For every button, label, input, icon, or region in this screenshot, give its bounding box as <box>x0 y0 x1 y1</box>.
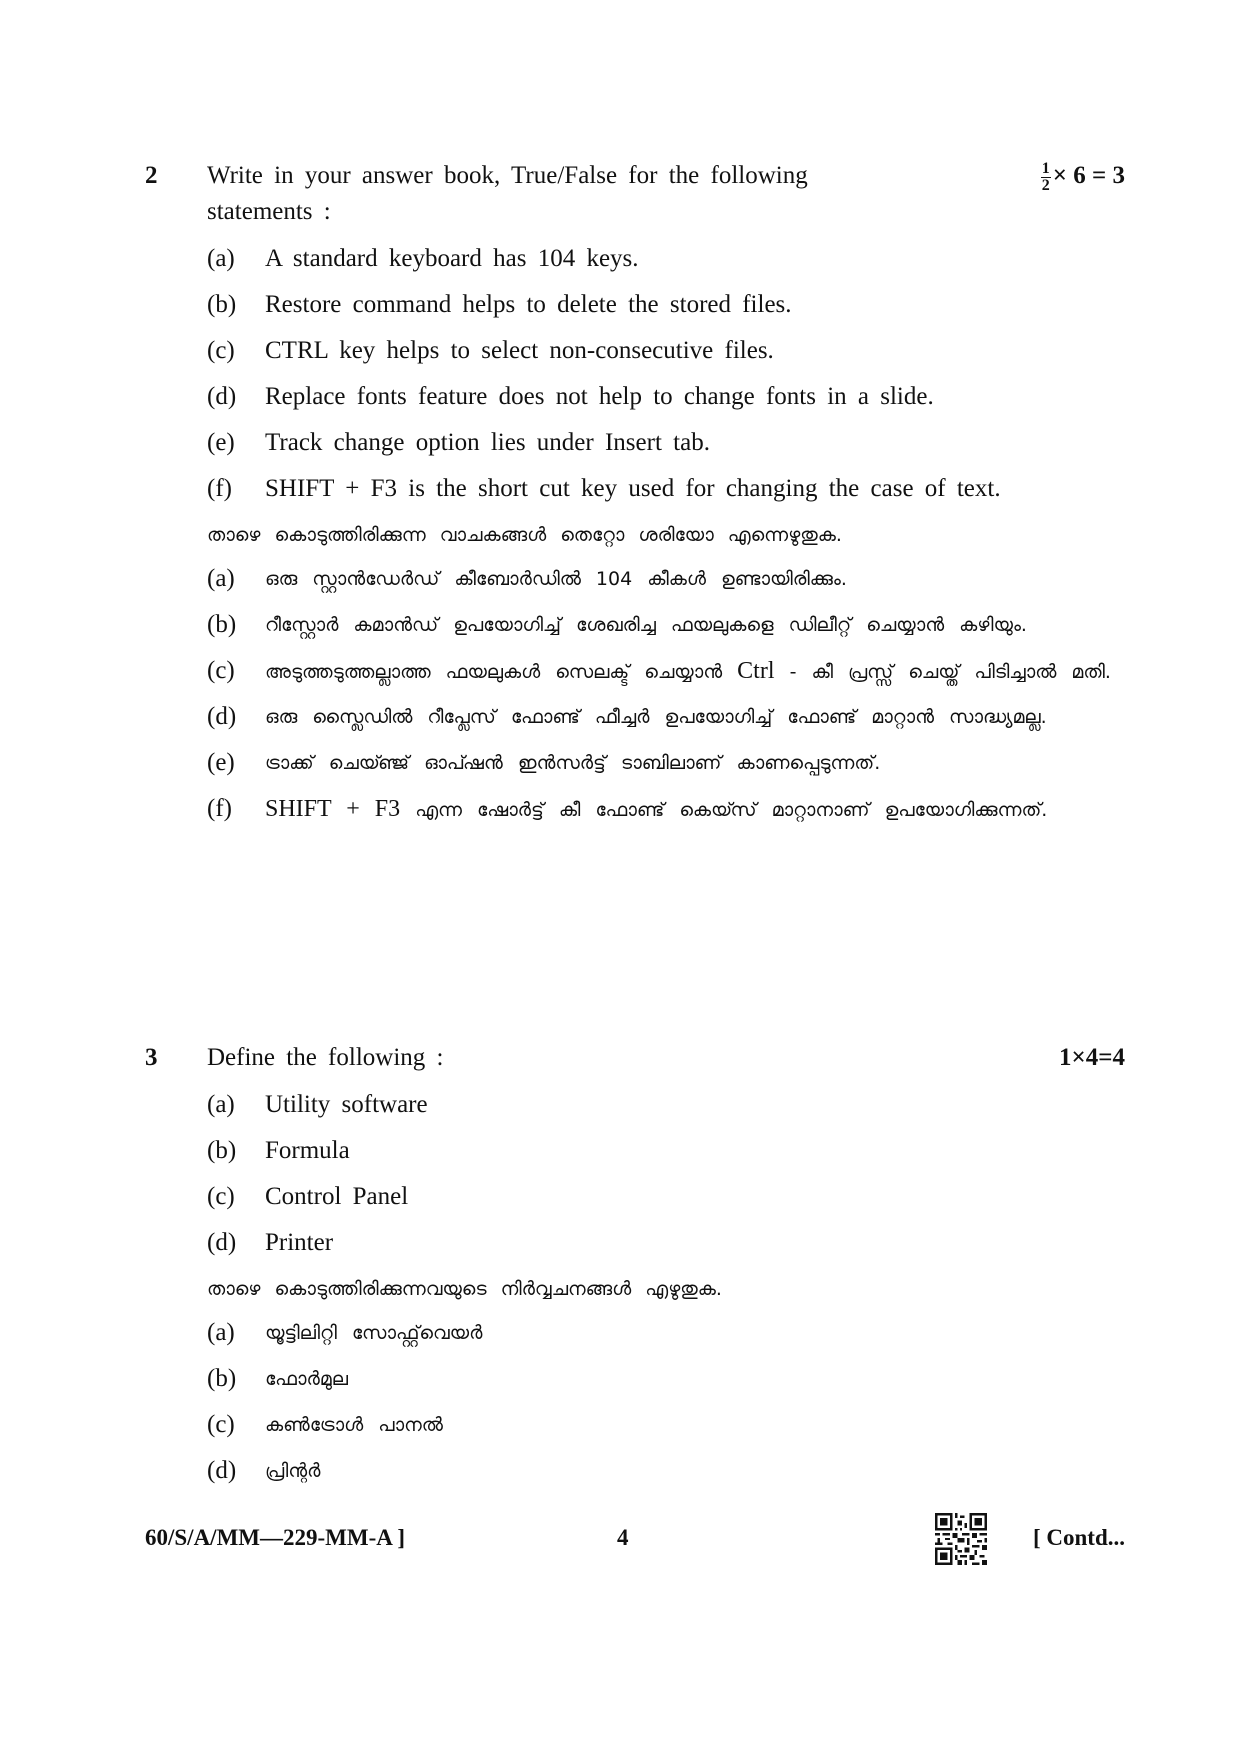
list-item <box>207 1453 1125 1489</box>
list-item <box>207 653 1125 689</box>
question-3-header <box>145 1040 1125 1076</box>
item-text: Formula <box>265 1137 350 1164</box>
item-text-part: - കീ പ്രസ്സ് ചെയ്ത് പിടിച്ചാൽ മതി. <box>789 661 1111 683</box>
item-label: (a) <box>207 1319 235 1346</box>
item-text-latin: Ctrl <box>737 658 775 684</box>
item-text: CTRL key helps to select non-consecutive files. <box>265 337 774 364</box>
question-2-header <box>145 158 1125 230</box>
item-text: Track change option lies under Insert tab. <box>265 429 710 456</box>
question-number: 3 <box>145 1044 158 1071</box>
item-label: (c) <box>207 337 235 364</box>
list-item <box>207 1133 1125 1168</box>
list-item <box>207 1225 1125 1260</box>
list-item <box>207 333 1125 368</box>
item-text: SHIFT + F3 is the short cut key used for changing the case of text. <box>265 475 1001 502</box>
list-item <box>207 1315 1125 1351</box>
malayalam-terms <box>207 1315 1125 1489</box>
fraction-denominator: 2 <box>1041 176 1050 194</box>
item-text: A standard keyboard has 104 keys. <box>265 245 639 272</box>
item-text <box>265 791 1125 826</box>
item-label: (e) <box>207 749 235 776</box>
english-terms <box>207 1087 1125 1260</box>
item-text: Printer <box>265 1229 334 1256</box>
item-label: (a) <box>207 245 235 272</box>
item-text: പ്രിന്റർ <box>265 1460 321 1482</box>
item-label: (a) <box>207 1091 235 1118</box>
list-item <box>207 287 1125 322</box>
item-label: (f) <box>207 795 232 822</box>
item-label: (d) <box>207 1457 237 1484</box>
item-label: (d) <box>207 1229 237 1256</box>
question-marks: 1×4=4 <box>1059 1044 1125 1071</box>
list-item <box>207 379 1125 414</box>
question-number: 2 <box>145 162 158 189</box>
list-item <box>207 1407 1125 1443</box>
item-text-part: അടുത്തടുത്തല്ലാത്ത ഫയലുകൾ സെലക്ട് ചെയ്യാൻ <box>265 661 723 683</box>
question-marks <box>1041 158 1125 194</box>
item-text: യൂട്ടിലിറ്റി സോഫ്റ്റ്‌വെയർ <box>265 1322 483 1344</box>
item-label: (e) <box>207 429 235 456</box>
item-label: (c) <box>207 657 235 684</box>
item-text: റീസ്റ്റോർ കമാൻഡ് ഉപയോഗിച്ച് ശേഖരിച്ച ഫയലുകളെ ഡിലീറ്റ് ചെയ്യാൻ കഴിയും. <box>265 614 1027 636</box>
question-text: Define the following : <box>207 1044 444 1071</box>
malayalam-instruction: താഴെ കൊടുത്തിരിക്കുന്നവയുടെ നിർവ്വചനങ്ങൾ എഴുതുക. <box>207 1278 722 1300</box>
list-item <box>207 425 1125 460</box>
item-text: ഒരു സ്റ്റാൻഡേർഡ് കീബോർഡിൽ 104 കീകൾ ഉണ്ടായിരിക്കും. <box>265 568 847 590</box>
list-item <box>207 791 1125 827</box>
english-statements <box>207 241 1125 506</box>
item-label: (d) <box>207 703 237 730</box>
item-text-part: എന്ന ഷോർട്ട് കീ ഫോണ്ട് കെയ്സ് മാറ്റാനാണ് ഉപയോഗിക്കുന്നത്. <box>415 799 1048 821</box>
item-text <box>265 653 1125 688</box>
item-text: Control Panel <box>265 1183 409 1210</box>
question-3 <box>145 1040 1125 1489</box>
list-item <box>207 241 1125 276</box>
item-text: Replace fonts feature does not help to change fonts in a slide. <box>265 383 934 410</box>
item-text: ഒരു സ്ലൈഡിൽ റീപ്ലേസ് ഫോണ്ട് ഫീച്ചർ ഉപയോഗിച്ച് ഫോണ്ട് മാറ്റാൻ സാദ്ധ്യമല്ല. <box>265 706 1047 728</box>
item-label: (b) <box>207 1365 237 1392</box>
list-item <box>207 745 1125 781</box>
item-text: ട്രാക്ക് ചെയ്ഞ്ജ് ഓപ്ഷൻ ഇൻസർട്ട് ടാബിലാണ് കാണപ്പെടുന്നത്. <box>265 752 881 774</box>
page-footer <box>145 1525 1125 1585</box>
qr-code-icon <box>935 1513 987 1565</box>
item-text: Utility software <box>265 1091 428 1118</box>
list-item <box>207 1087 1125 1122</box>
item-label: (b) <box>207 611 237 638</box>
continued-label: [ Contd... <box>1032 1525 1125 1550</box>
item-label: (d) <box>207 383 237 410</box>
item-label: (c) <box>207 1411 235 1438</box>
list-item <box>207 1361 1125 1397</box>
item-label: (a) <box>207 565 235 592</box>
question-2 <box>145 158 1125 827</box>
item-label: (b) <box>207 291 237 318</box>
list-item <box>207 699 1125 735</box>
list-item <box>207 1179 1125 1214</box>
item-label: (f) <box>207 475 232 502</box>
list-item <box>207 471 1125 506</box>
list-item <box>207 561 1125 597</box>
fraction-numerator: 1 <box>1041 159 1050 177</box>
item-text: Restore command helps to delete the stored files. <box>265 291 792 318</box>
item-label: (b) <box>207 1137 237 1164</box>
item-text: ഫോർമുല <box>265 1368 348 1390</box>
list-item <box>207 607 1125 643</box>
malayalam-instruction: താഴെ കൊടുത്തിരിക്കുന്ന വാചകങ്ങൾ തെറ്റോ ശരിയോ എന്നെഴുതുക. <box>207 524 842 546</box>
item-label: (c) <box>207 1183 235 1210</box>
paper-code: 60/S/A/MM—229-MM-A ] <box>145 1525 405 1550</box>
page-number: 4 <box>617 1525 629 1550</box>
malayalam-statements <box>207 561 1125 827</box>
marks-multiplier: × 6 = 3 <box>1052 162 1125 189</box>
item-text-latin: SHIFT + F3 <box>265 796 401 822</box>
question-text: Write in your answer book, True/False for the following statements : <box>207 162 808 225</box>
item-text: കൺട്രോൾ പാനൽ <box>265 1414 443 1436</box>
marks-fraction <box>1041 161 1051 194</box>
